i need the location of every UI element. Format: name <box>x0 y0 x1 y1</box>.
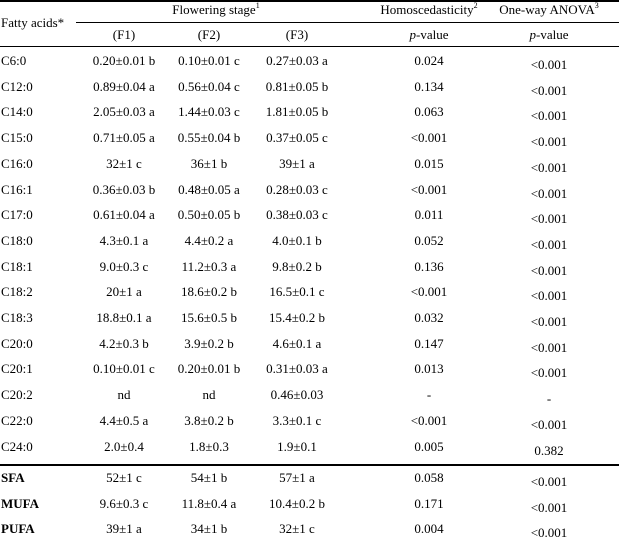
cell-fa: C24:0 <box>1 438 33 454</box>
cell-f3: 57±1 a <box>279 470 315 485</box>
cell-f1: 0.89±0.04 a <box>93 78 155 94</box>
header-bottom-rule <box>0 46 619 47</box>
cell-f2: 36±1 b <box>190 155 228 171</box>
cell-f1: 4.2±0.3 b <box>99 335 149 351</box>
cell-f2: 34±1 b <box>190 521 228 536</box>
cell-f3: 16.5±0.1 c <box>269 284 325 300</box>
cell-f3: 1.81±0.05 b <box>265 104 329 120</box>
cell-fa: C12:0 <box>1 78 33 94</box>
cell-anova: <0.001 <box>530 339 568 355</box>
cell-f1: 9.6±0.3 c <box>99 495 149 511</box>
cell-fa: C17:0 <box>1 207 33 223</box>
flowering-stage-footnote: 1 <box>255 1 260 10</box>
cell-f2: 0.55±0.04 b <box>177 130 241 146</box>
cell-f2: 11.2±0.3 a <box>181 258 237 274</box>
p-italic: p <box>409 27 417 42</box>
cell-f1: 52±1 c <box>106 470 142 485</box>
cell-fa: C15:0 <box>1 130 33 146</box>
cell-f2: 3.9±0.2 b <box>184 335 234 351</box>
cell-homo: 0.134 <box>414 78 444 94</box>
cell-f2: 11.8±0.4 a <box>181 495 237 511</box>
cell-f2: 15.6±0.5 b <box>181 310 237 325</box>
cell-f3: 0.28±0.03 c <box>266 181 328 197</box>
header-f2: (F2) <box>197 27 221 42</box>
cell-homo: 0.011 <box>414 207 444 223</box>
cell-f2: 0.56±0.04 c <box>178 78 240 94</box>
homoscedasticity-label: Homoscedasticity <box>380 2 474 17</box>
header-flowering-stage <box>172 2 259 18</box>
cell-f1: nd <box>117 387 131 403</box>
cell-f1: 0.20±0.01 b <box>92 53 156 68</box>
cell-f3: 3.3±0.1 c <box>272 412 322 428</box>
cell-fa: C16:1 <box>1 181 33 197</box>
cell-homo: 0.052 <box>414 232 444 248</box>
cell-f3: 4.0±0.1 b <box>272 232 322 248</box>
cell-f1: 9.0±0.3 c <box>99 258 149 274</box>
cell-f3: 0.27±0.03 a <box>266 53 328 68</box>
cell-f1: 2.05±0.03 a <box>93 104 155 120</box>
cell-f2: nd <box>202 387 216 403</box>
cell-homo: <0.001 <box>410 412 448 428</box>
cell-f1: 18.8±0.1 a <box>96 310 152 325</box>
cell-anova: - <box>546 391 552 407</box>
cell-anova: <0.001 <box>530 262 568 278</box>
header-anova <box>499 2 598 18</box>
cell-fa: C6:0 <box>1 53 27 68</box>
cell-f3: 1.9±0.1 <box>277 438 317 454</box>
cell-homo: 0.032 <box>414 310 444 325</box>
cell-f1: 20±1 a <box>106 284 142 300</box>
cell-anova: <0.001 <box>530 314 568 329</box>
cell-fa: C22:0 <box>1 412 33 428</box>
cell-fa: C18:1 <box>1 258 33 274</box>
cell-homo: <0.001 <box>410 181 448 197</box>
cell-anova: <0.001 <box>530 108 568 124</box>
cell-fa: C14:0 <box>1 104 33 120</box>
cell-fa: C18:3 <box>1 310 33 325</box>
header-f1: (F1) <box>112 27 136 42</box>
homoscedasticity-footnote: 2 <box>473 1 478 10</box>
cell-anova: <0.001 <box>530 365 568 381</box>
cell-fa: C18:0 <box>1 232 33 248</box>
cell-fa: SFA <box>1 470 25 485</box>
cell-f3: 0.46±0.03 <box>270 387 324 403</box>
header-homo-pvalue <box>410 27 449 43</box>
cell-f1: 0.36±0.03 b <box>92 181 156 197</box>
cell-f1: 32±1 c <box>106 155 142 171</box>
cell-fa: C20:1 <box>1 361 33 377</box>
cell-f3: 0.37±0.05 c <box>266 130 328 146</box>
cell-f3: 0.31±0.03 a <box>266 361 328 377</box>
cell-anova: <0.001 <box>530 474 568 489</box>
cell-f2: 0.50±0.05 b <box>177 207 241 223</box>
cell-anova: <0.001 <box>530 211 568 227</box>
cell-f2: 54±1 b <box>190 470 228 485</box>
cell-f2: 0.48±0.05 a <box>178 181 240 197</box>
cell-anova: <0.001 <box>530 57 568 72</box>
cell-anova: <0.001 <box>530 236 568 252</box>
cell-f2: 18.6±0.2 b <box>181 284 237 300</box>
cell-anova: <0.001 <box>530 525 568 540</box>
cell-anova: 0.382 <box>534 442 564 458</box>
cell-homo: 0.063 <box>414 104 444 120</box>
cell-f1: 4.4±0.5 a <box>99 412 149 428</box>
header-homoscedasticity <box>380 2 477 18</box>
anova-footnote: 3 <box>594 1 599 10</box>
cell-f3: 9.8±0.2 b <box>272 258 322 274</box>
cell-f3: 10.4±0.2 b <box>269 495 325 511</box>
cell-anova: <0.001 <box>530 288 568 304</box>
header-f3: (F3) <box>285 27 309 42</box>
cell-f3: 0.38±0.03 c <box>266 207 328 223</box>
cell-anova: <0.001 <box>530 416 568 432</box>
cell-anova: <0.001 <box>530 134 568 150</box>
cell-fa: C20:2 <box>1 387 33 403</box>
cell-homo: 0.147 <box>414 335 444 351</box>
cell-fa: C16:0 <box>1 155 33 171</box>
header-subrule <box>76 22 619 23</box>
cell-fa: PUFA <box>1 521 35 536</box>
cell-homo: <0.001 <box>410 130 448 146</box>
cell-f1: 4.3±0.1 a <box>99 232 149 248</box>
summary-rule <box>0 464 619 466</box>
cell-anova: <0.001 <box>530 185 568 201</box>
cell-f1: 0.71±0.05 a <box>93 130 155 146</box>
cell-anova: <0.001 <box>530 159 568 175</box>
cell-homo: 0.024 <box>414 53 444 68</box>
p-rest: -value <box>536 27 569 42</box>
header-anova-pvalue <box>530 27 569 43</box>
cell-homo: 0.013 <box>414 361 444 377</box>
cell-f1: 0.61±0.04 a <box>93 207 155 223</box>
cell-f3: 39±1 a <box>279 155 315 171</box>
cell-f2: 0.20±0.01 b <box>177 361 241 377</box>
cell-homo: 0.015 <box>414 155 444 171</box>
p-rest: -value <box>416 27 449 42</box>
cell-f3: 15.4±0.2 b <box>269 310 325 325</box>
cell-homo: 0.004 <box>414 521 444 536</box>
cell-f1: 0.10±0.01 c <box>93 361 155 377</box>
cell-f1: 2.0±0.4 <box>104 438 144 454</box>
anova-label: One-way ANOVA <box>499 2 595 17</box>
cell-f2: 4.4±0.2 a <box>184 232 234 248</box>
cell-homo: <0.001 <box>410 284 448 300</box>
cell-f2: 1.8±0.3 <box>189 438 229 454</box>
cell-f1: 39±1 a <box>106 521 142 536</box>
cell-f3: 4.6±0.1 a <box>272 335 322 351</box>
header-fatty-acids: Fatty acids* <box>1 15 65 30</box>
cell-fa: MUFA <box>1 495 40 511</box>
cell-homo: - <box>426 387 432 403</box>
cell-anova: <0.001 <box>530 82 568 98</box>
cell-homo: 0.005 <box>414 438 444 454</box>
cell-f2: 3.8±0.2 b <box>184 412 234 428</box>
flowering-stage-label: Flowering stage <box>172 2 256 17</box>
cell-fa: C18:2 <box>1 284 33 300</box>
cell-homo: 0.136 <box>414 258 444 274</box>
cell-f3: 32±1 c <box>279 521 315 536</box>
cell-f2: 0.10±0.01 c <box>178 53 240 68</box>
cell-homo: 0.171 <box>414 495 444 511</box>
cell-f2: 1.44±0.03 c <box>178 104 240 120</box>
cell-anova: <0.001 <box>530 499 568 515</box>
cell-fa: C20:0 <box>1 335 33 351</box>
cell-homo: 0.058 <box>414 470 444 485</box>
cell-f3: 0.81±0.05 b <box>265 78 329 94</box>
p-italic: p <box>529 27 537 42</box>
